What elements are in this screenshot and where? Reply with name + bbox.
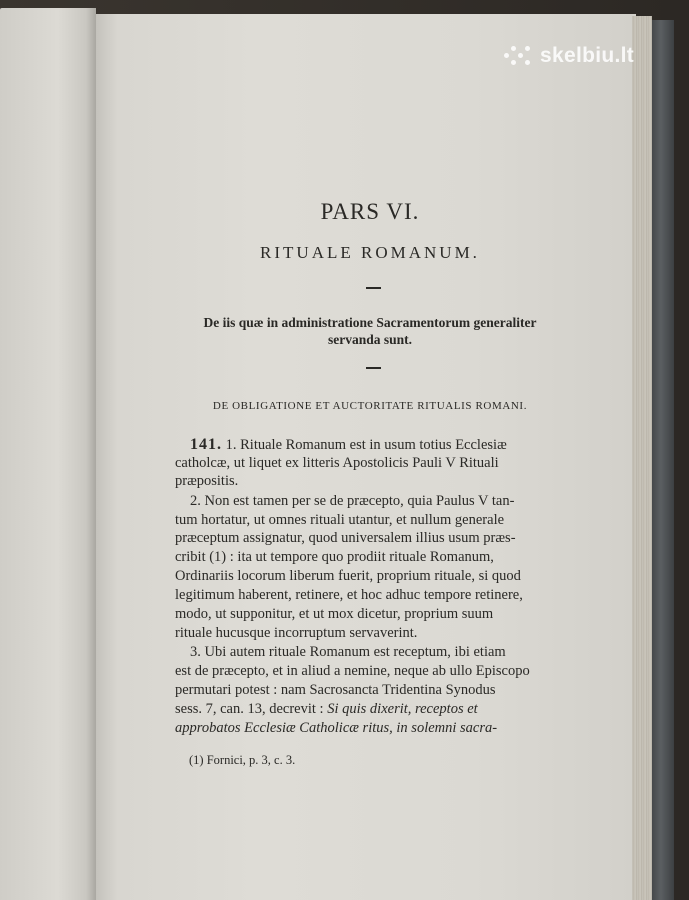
body-line: modo, ut supponitur, et ut mox dicetur, proprium suum (175, 606, 494, 622)
divider (366, 367, 381, 369)
body-line: rituale hucusque incorruptum servaverint. (175, 625, 418, 641)
line-text: sess. 7, can. 13, decrevit : (175, 701, 328, 717)
body-line: legitimum haberent, retinere, et hoc adhuc tempore retinere, (175, 587, 523, 603)
body-line: catholcæ, ut liquet ex litteris Apostolicis Pauli V Rituali (175, 455, 499, 471)
heading-line: De iis quæ in administratione Sacramentorum generaliter (203, 315, 537, 330)
page-title: PARS VI. (320, 199, 420, 224)
heading-line: servanda sunt. (327, 332, 413, 347)
body-line (175, 700, 478, 718)
body-line (190, 436, 507, 454)
left-page (0, 8, 96, 900)
page-edges (632, 16, 652, 900)
body-line: 2. Non est tamen per se de præcepto, quia Paulus V tan- (190, 493, 515, 509)
body-line: Ordinariis locorum liberum fuerit, proprium rituale, si quod (175, 568, 521, 584)
page-subtitle: RITUALE ROMANUM. (260, 243, 480, 262)
body-line: tum hortatur, ut omnes rituali utantur, et nullum generale (175, 512, 505, 528)
subsection-title: DE OBLIGATIONE ET AUCTORITATE RITUALIS ROMANI. (212, 400, 528, 412)
body-line: cribit (1) : ita ut tempore quo prodiit rituale Romanum, (175, 549, 494, 565)
section-heading (110, 314, 630, 348)
paragraph-number: 141. (190, 436, 222, 453)
body-line: approbatos Ecclesiæ Catholicæ ritus, in solemni sacra- (175, 720, 498, 736)
watermark-text: skelbiu.lt (540, 44, 635, 67)
body-line: est de præcepto, et in aliud a nemine, neque ab ullo Episcopo (175, 663, 530, 679)
italic-text: Si quis dixerit, receptos et (327, 701, 478, 717)
footnote: (1) Fornici, p. 3, c. 3. (189, 753, 296, 767)
body-line: præpositis. (175, 473, 239, 489)
body-line: 3. Ubi autem rituale Romanum est receptum, ibi etiam (190, 644, 506, 660)
body-line: permutari potest : nam Sacrosancta Tridentina Synodus (175, 682, 496, 698)
book-spine (652, 20, 674, 900)
line-text: 1. Rituale Romanum est in usum totius Ecclesiæ (222, 437, 507, 453)
watermark (504, 44, 634, 68)
dots-logo-icon (504, 45, 534, 67)
divider (366, 287, 381, 289)
body-line: præceptum assignatur, quod universalem illius usum præs- (175, 530, 516, 546)
